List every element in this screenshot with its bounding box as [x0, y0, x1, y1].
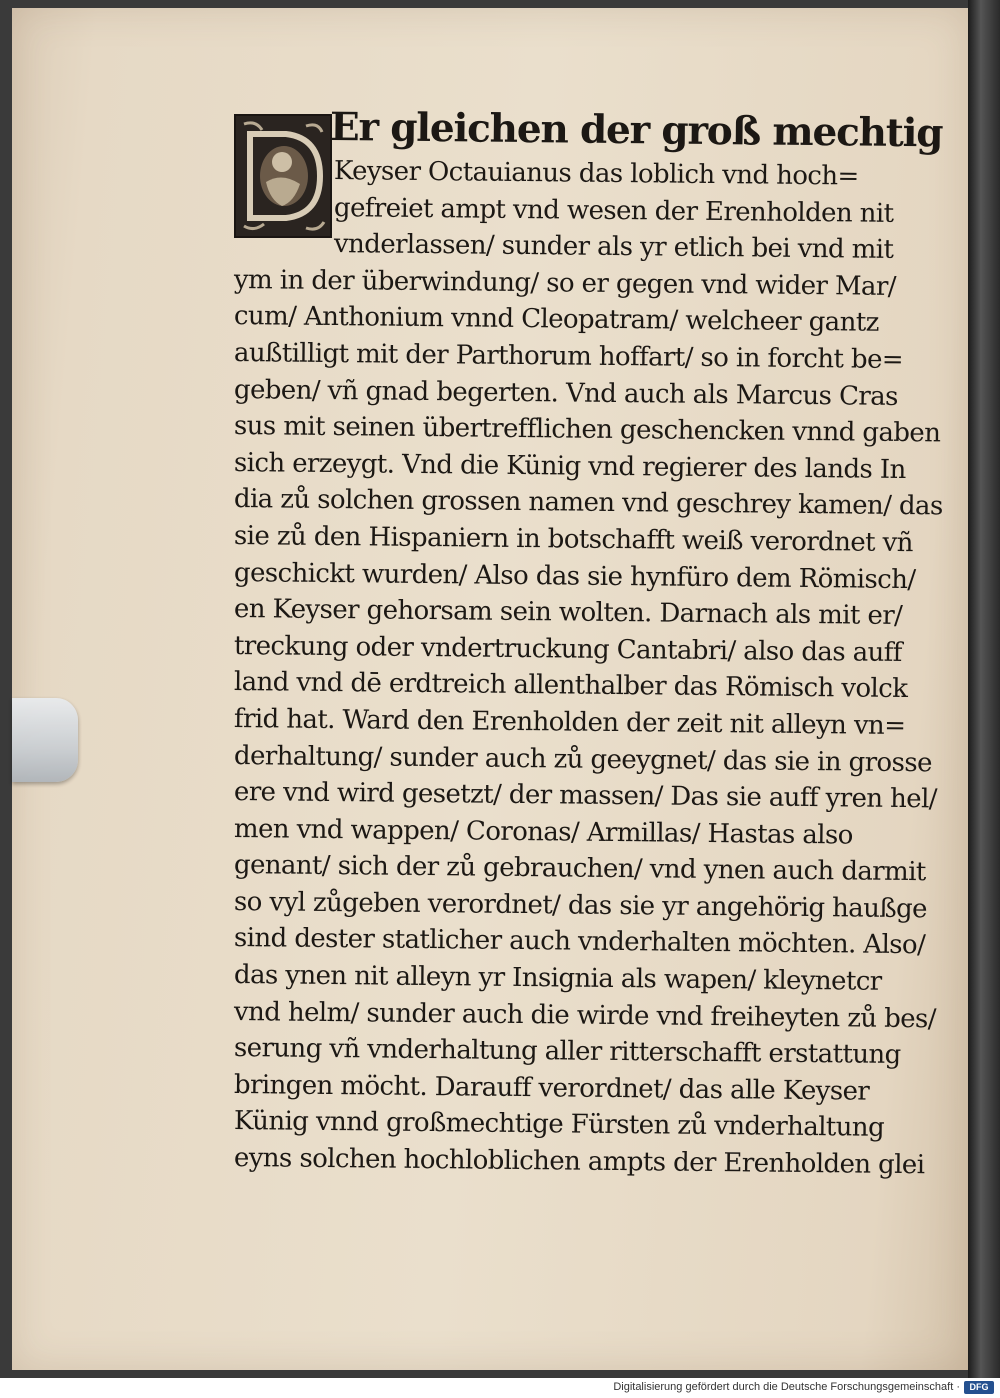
page-clip — [12, 698, 78, 782]
text-line: Er gleichen der groß mechtig — [329, 104, 943, 157]
text-line: sich erzeygt. Vnd die Künig vnd regierer des lands In — [233, 447, 906, 485]
text-line: derhaltung/ sunder auch zů geeygnet/ das sie in grosse — [233, 740, 932, 778]
text-line: gefreiet ampt vnd wesen der Erenholden nit — [333, 192, 894, 229]
text-line: geben/ vñ gnad begerten. Vnd auch als Marcus Cras — [233, 374, 898, 412]
text-line: treckung oder vndertruckung Cantabri/ also das auff — [233, 630, 902, 668]
text-line: ym in der überwindung/ so er gegen vnd wider Mar/ — [233, 264, 897, 302]
text-block — [233, 100, 964, 1181]
book-page — [12, 8, 968, 1370]
text-line: serung vñ vnderhaltung aller ritterschafft erstattung — [233, 1033, 901, 1071]
text-line: sus mit seinen übertrefflichen geschencken vnnd gaben — [233, 411, 941, 449]
text-line: eyns solchen hochloblichen ampts der Erenholden glei — [233, 1143, 925, 1181]
dfg-logo-icon: DFG — [964, 1381, 994, 1394]
text-line: das ynen nit alleyn yr Insignia als wapen/ kleynetcr — [233, 960, 882, 997]
text-line: Keyser Octauianus das loblich vnd hoch= — [333, 156, 859, 192]
text-line: Künig vnnd großmechtige Fürsten zů vnderhaltung — [233, 1106, 885, 1144]
text-line: so vyl zůgeben verordnet/ das sie yr angehörig haußge — [233, 886, 928, 925]
text-line: genant/ sich der zů gebrauchen/ vnd ynen auch darmit — [233, 850, 926, 888]
text-line: geschickt wurden/ Also das sie hynfüro dem Römisch/ — [233, 557, 916, 595]
text-line: men vnd wappen/ Coronas/ Armillas/ Hastas also — [233, 813, 853, 851]
text-line: ere vnd wird gesetzt/ der massen/ Das sie auff yren hel/ — [233, 777, 938, 815]
text-line: dia zů solchen grossen namen vnd geschrey kamen/ das — [233, 484, 943, 522]
footer-bar — [0, 1378, 1000, 1398]
text-line: außtilligt mit der Parthorum hoffart/ so in forcht be= — [233, 337, 904, 375]
text-line: vnderlassen/ sunder als yr etlich bei vnd mit — [333, 229, 894, 266]
text-line: bringen möcht. Darauff verordnet/ das alle Keyser — [233, 1069, 870, 1107]
text-line: cum/ Anthonium vnnd Cleopatram/ welcheer gantz — [233, 301, 879, 339]
text-line: vnd helm/ sunder auch die wirde vnd freiheyten zů bes/ — [233, 996, 937, 1035]
text-line: frid hat. Ward den Erenholden der zeit nit alleyn vn= — [233, 703, 906, 741]
text-line: land vnd dē erdtreich allenthalber das Römisch volck — [233, 667, 908, 705]
book-cover-edge — [968, 0, 1000, 1378]
text-line: sie zů den Hispaniern in botschafft weiß verordnet vñ — [233, 520, 914, 559]
digitization-credit: Digitalisierung gefördert durch die Deutsche Forschungsgemeinschaft · — [613, 1381, 960, 1393]
text-line: sind dester statlicher auch vnderhalten möchten. Also/ — [233, 923, 926, 961]
text-line: en Keyser gehorsam sein wolten. Darnach als mit er/ — [233, 594, 903, 632]
